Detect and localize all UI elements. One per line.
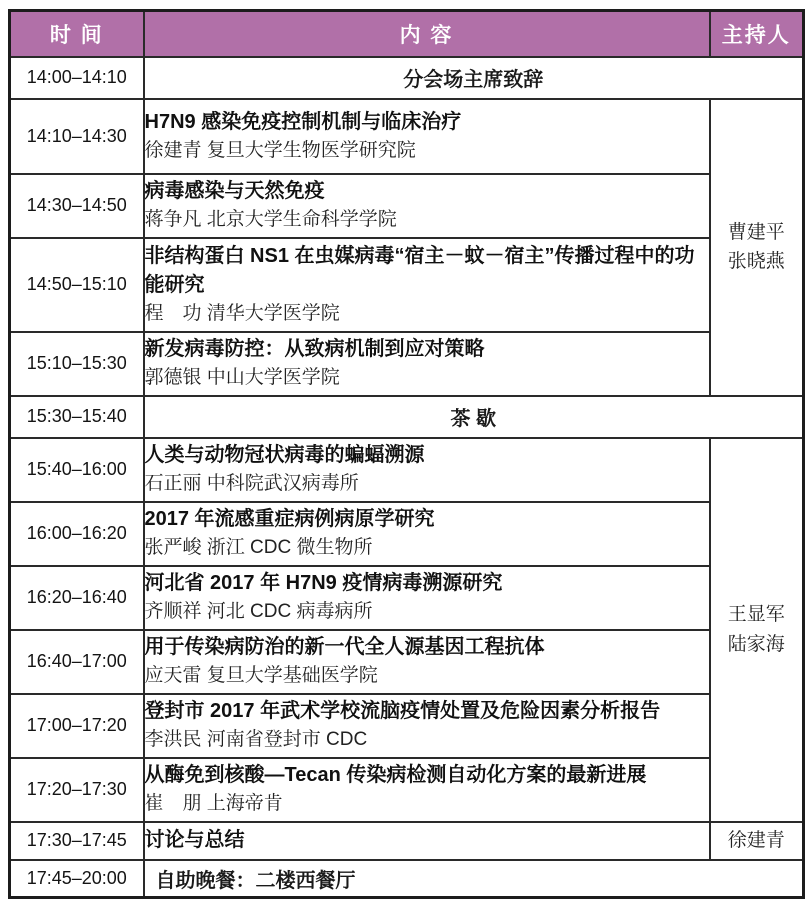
schedule-table <box>8 9 805 899</box>
host-name: 陆家海 <box>727 633 785 655</box>
speaker-line: 崔 朋 上海帝肯 <box>144 793 283 815</box>
table-row <box>10 57 804 99</box>
session-title: 新发病毒防控：从致病机制到应对策略 <box>144 338 485 361</box>
session-cell <box>144 238 710 332</box>
speaker-line: 李洪民 河南省登封市 CDC <box>144 729 368 751</box>
table-row <box>10 174 804 238</box>
time-cell: 16:40–17:00 <box>10 630 144 694</box>
speaker-line: 张严峻 浙江 CDC 微生物所 <box>144 537 373 559</box>
time-cell: 14:10–14:30 <box>10 99 144 174</box>
session-title: 2017 年流感重症病例病原学研究 <box>144 508 435 531</box>
table-row <box>10 860 804 898</box>
header-host: 主持人 <box>710 11 804 57</box>
merged-cell-dinner: 自助晚餐：二楼西餐厅 <box>144 860 804 898</box>
session-title: H7N9 感染免疫控制机制与临床治疗 <box>144 110 462 133</box>
speaker-line: 程 功 清华大学医学院 <box>144 302 340 324</box>
session-cell <box>144 822 710 860</box>
host-name: 王显军 <box>727 604 785 626</box>
time-cell: 17:00–17:20 <box>10 694 144 758</box>
table-row <box>10 758 804 822</box>
time-cell: 14:30–14:50 <box>10 174 144 238</box>
host-name: 张晓燕 <box>727 251 785 272</box>
header-time: 时 间 <box>10 11 144 57</box>
session-title: 从酶免到核酸—Tecan 传染病检测自动化方案的最新进展 <box>144 764 647 787</box>
table-row <box>10 822 804 860</box>
host-name: 曹建平 <box>727 221 785 243</box>
host-cell <box>710 822 804 860</box>
speaker-line: 徐建青 复旦大学生物医学研究院 <box>144 139 416 161</box>
session-title: 讨论与总结 <box>144 829 245 851</box>
session-cell <box>144 174 710 238</box>
session-title: 非结构蛋白 NS1 在虫媒病毒“宿主－蚊－宿主”传播过程中的功能研究 <box>144 244 695 296</box>
time-cell: 14:50–15:10 <box>10 238 144 332</box>
time-cell: 17:45–20:00 <box>10 860 144 898</box>
time-cell: 15:40–16:00 <box>10 438 144 502</box>
table-row <box>10 332 804 396</box>
session-cell <box>144 566 710 630</box>
session-cell <box>144 630 710 694</box>
speaker-line: 应天雷 复旦大学基础医学院 <box>144 665 378 687</box>
table-row <box>10 630 804 694</box>
header-content: 内 容 <box>144 11 710 57</box>
speaker-line: 齐顺祥 河北 CDC 病毒病所 <box>144 601 373 623</box>
session-cell <box>144 332 710 396</box>
time-cell: 15:30–15:40 <box>10 396 144 438</box>
session-title: 河北省 2017 年 H7N9 疫情病毒溯源研究 <box>144 572 503 595</box>
time-cell: 17:30–17:45 <box>10 822 144 860</box>
session-cell <box>144 758 710 822</box>
speaker-line: 郭德银 中山大学医学院 <box>144 367 340 389</box>
header-row <box>10 11 804 57</box>
table-row <box>10 502 804 566</box>
session-title: 病毒感染与天然免疫 <box>144 180 325 203</box>
table-row <box>10 238 804 332</box>
session-cell <box>144 99 710 174</box>
time-cell: 15:10–15:30 <box>10 332 144 396</box>
session-cell <box>144 502 710 566</box>
merged-cell-break: 茶 歇 <box>144 396 804 438</box>
speaker-line: 蒋争凡 北京大学生命科学学院 <box>144 209 397 231</box>
table-row <box>10 694 804 758</box>
session-title: 登封市 2017 年武术学校流脑疫情处置及危险因素分析报告 <box>144 700 661 723</box>
merged-cell-opening: 分会场主席致辞 <box>144 57 804 99</box>
session-cell <box>144 438 710 502</box>
time-cell: 16:20–16:40 <box>10 566 144 630</box>
session-cell <box>144 694 710 758</box>
speaker-line: 石正丽 中科院武汉病毒所 <box>144 473 359 495</box>
time-cell: 16:00–16:20 <box>10 502 144 566</box>
time-cell: 14:00–14:10 <box>10 57 144 99</box>
table-row <box>10 99 804 174</box>
time-cell: 17:20–17:30 <box>10 758 144 822</box>
host-cell <box>710 99 804 396</box>
table-row <box>10 438 804 502</box>
session-title: 用于传染病防治的新一代全人源基因工程抗体 <box>144 636 545 659</box>
host-name: 徐建青 <box>727 829 785 851</box>
host-cell <box>710 438 804 822</box>
table-row <box>10 566 804 630</box>
session-title: 人类与动物冠状病毒的蝙蝠溯源 <box>144 444 425 467</box>
table-row <box>10 396 804 438</box>
